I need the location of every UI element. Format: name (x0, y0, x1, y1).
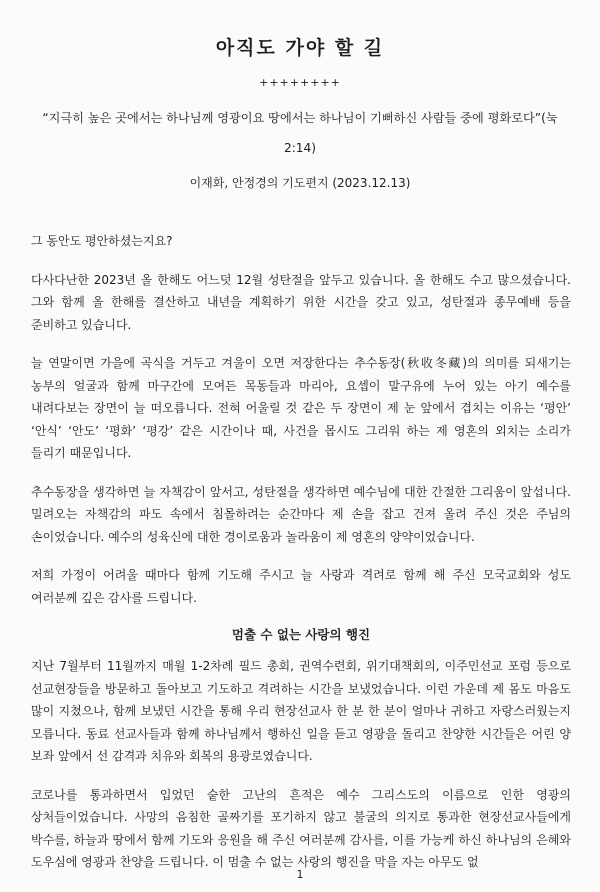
scripture-verse: “지극히 높은 곳에서는 하나님께 영광이요 땅에서는 하나님이 기뻐하신 사람들 중에 평화로다”(눅 2:14) (42, 111, 558, 155)
paragraph: 지난 7월부터 11월까지 매월 1-2차례 필드 총회, 권역수련회, 위기대책회의, 이주민선교 포럼 등으로 선교현장들을 방문하고 돌아보고 기도하고 격려하는 시간을 보냈었습니다. 이런 가운데 제 몸도 마음도 많이 지쳤으나, 함께 보냈던 시간을 통해 우리 현장선교사 한 분 한 분이 얼마나 귀하고 자랑스러웠는지 모릅니다. 동료 선교사들과 함께 하나님께서 행하신 일을 듣고 영광을 돌리고 찬양한 시간들은 어린 양 보좌 앞에서 선 감격과 치유와 회복의 용광로였습니다. (31, 659, 571, 763)
page-number: 1 (296, 868, 304, 881)
document-title: 아직도 가야 할 길 (215, 37, 385, 59)
paragraph: 다사다난한 2023년 올 한해도 어느덧 12월 성탄절을 앞두고 있습니다. 올 한해도 수고 많으셨습니다. 그와 함께 올 한해를 결산하고 내년을 계획하기 위한 시간을 갖고 있고, 성탄절과 종무예배 등을 준비하고 있습니다. (31, 272, 571, 332)
letter-body (31, 230, 571, 890)
title-divider: ++++++++ (259, 76, 341, 89)
greeting: 그 동안도 평안하셨는지요? (31, 234, 173, 248)
paragraph: 코로나를 통과하면서 입었던 숱한 고난의 흔적은 예수 그리스도의 이름으로 인한 영광의 상처들이었습니다. 사망의 음침한 골짜기를 포기하지 않고 불굴의 의지로 통과한 현장선교사들에게 박수를, 하늘과 땅에서 함께 기도와 응원을 해 주신 여러분께 감사를, 이를 가능케 하신 하나님의 은혜와 도우심에 영광과 찬양을 드립니다. 이 멈출 수 없는 사랑의 행진을 막을 자는 아무도 없 (31, 787, 571, 869)
paragraph: 추수동장을 생각하면 늘 자책감이 앞서고, 성탄절을 생각하면 예수님에 대한 간절한 그리움이 앞섭니다. 밀려오는 자책감의 파도 속에서 침몰하려는 순간마다 제 손을 잡고 건져 올려 주신 것은 주님의 손이었습니다. 예수의 성육신에 대한 경이로움과 놀라움이 제 영혼의 양약이었습니다. (31, 484, 571, 544)
paragraph: 저희 가정이 어려울 때마다 함께 기도해 주시고 늘 사랑과 격려로 함께 해 주신 모국교회와 성도 여러분께 깊은 감사를 드립니다. (31, 568, 571, 605)
author-line: 이재화, 안정경의 기도편지 (2023.12.13) (189, 176, 411, 190)
paragraph: 늘 연말이면 가을에 곡식을 거두고 겨울이 오면 저장한다는 추수동장(秋收冬藏)의 의미를 되새기는 농부의 얼굴과 함께 마구간에 모여든 목동들과 마리아, 요셉이 말구유에 누어 있는 아기 예수를 내려다보는 장면이 늘 떠오릅니다. 전혀 어울릴 것 같은 두 장면이 제 눈 앞에서 겹치는 이유는 ‘평안’ ‘안식’ ‘안도’ ‘평화’ ‘평강’ 같은 시간이나 때, 사건을 몹시도 그리워 하는 제 영혼의 외치는 소리가 들리기 때문입니다. (31, 356, 571, 460)
section-heading: 멈출 수 없는 사랑의 행진 (231, 627, 371, 642)
